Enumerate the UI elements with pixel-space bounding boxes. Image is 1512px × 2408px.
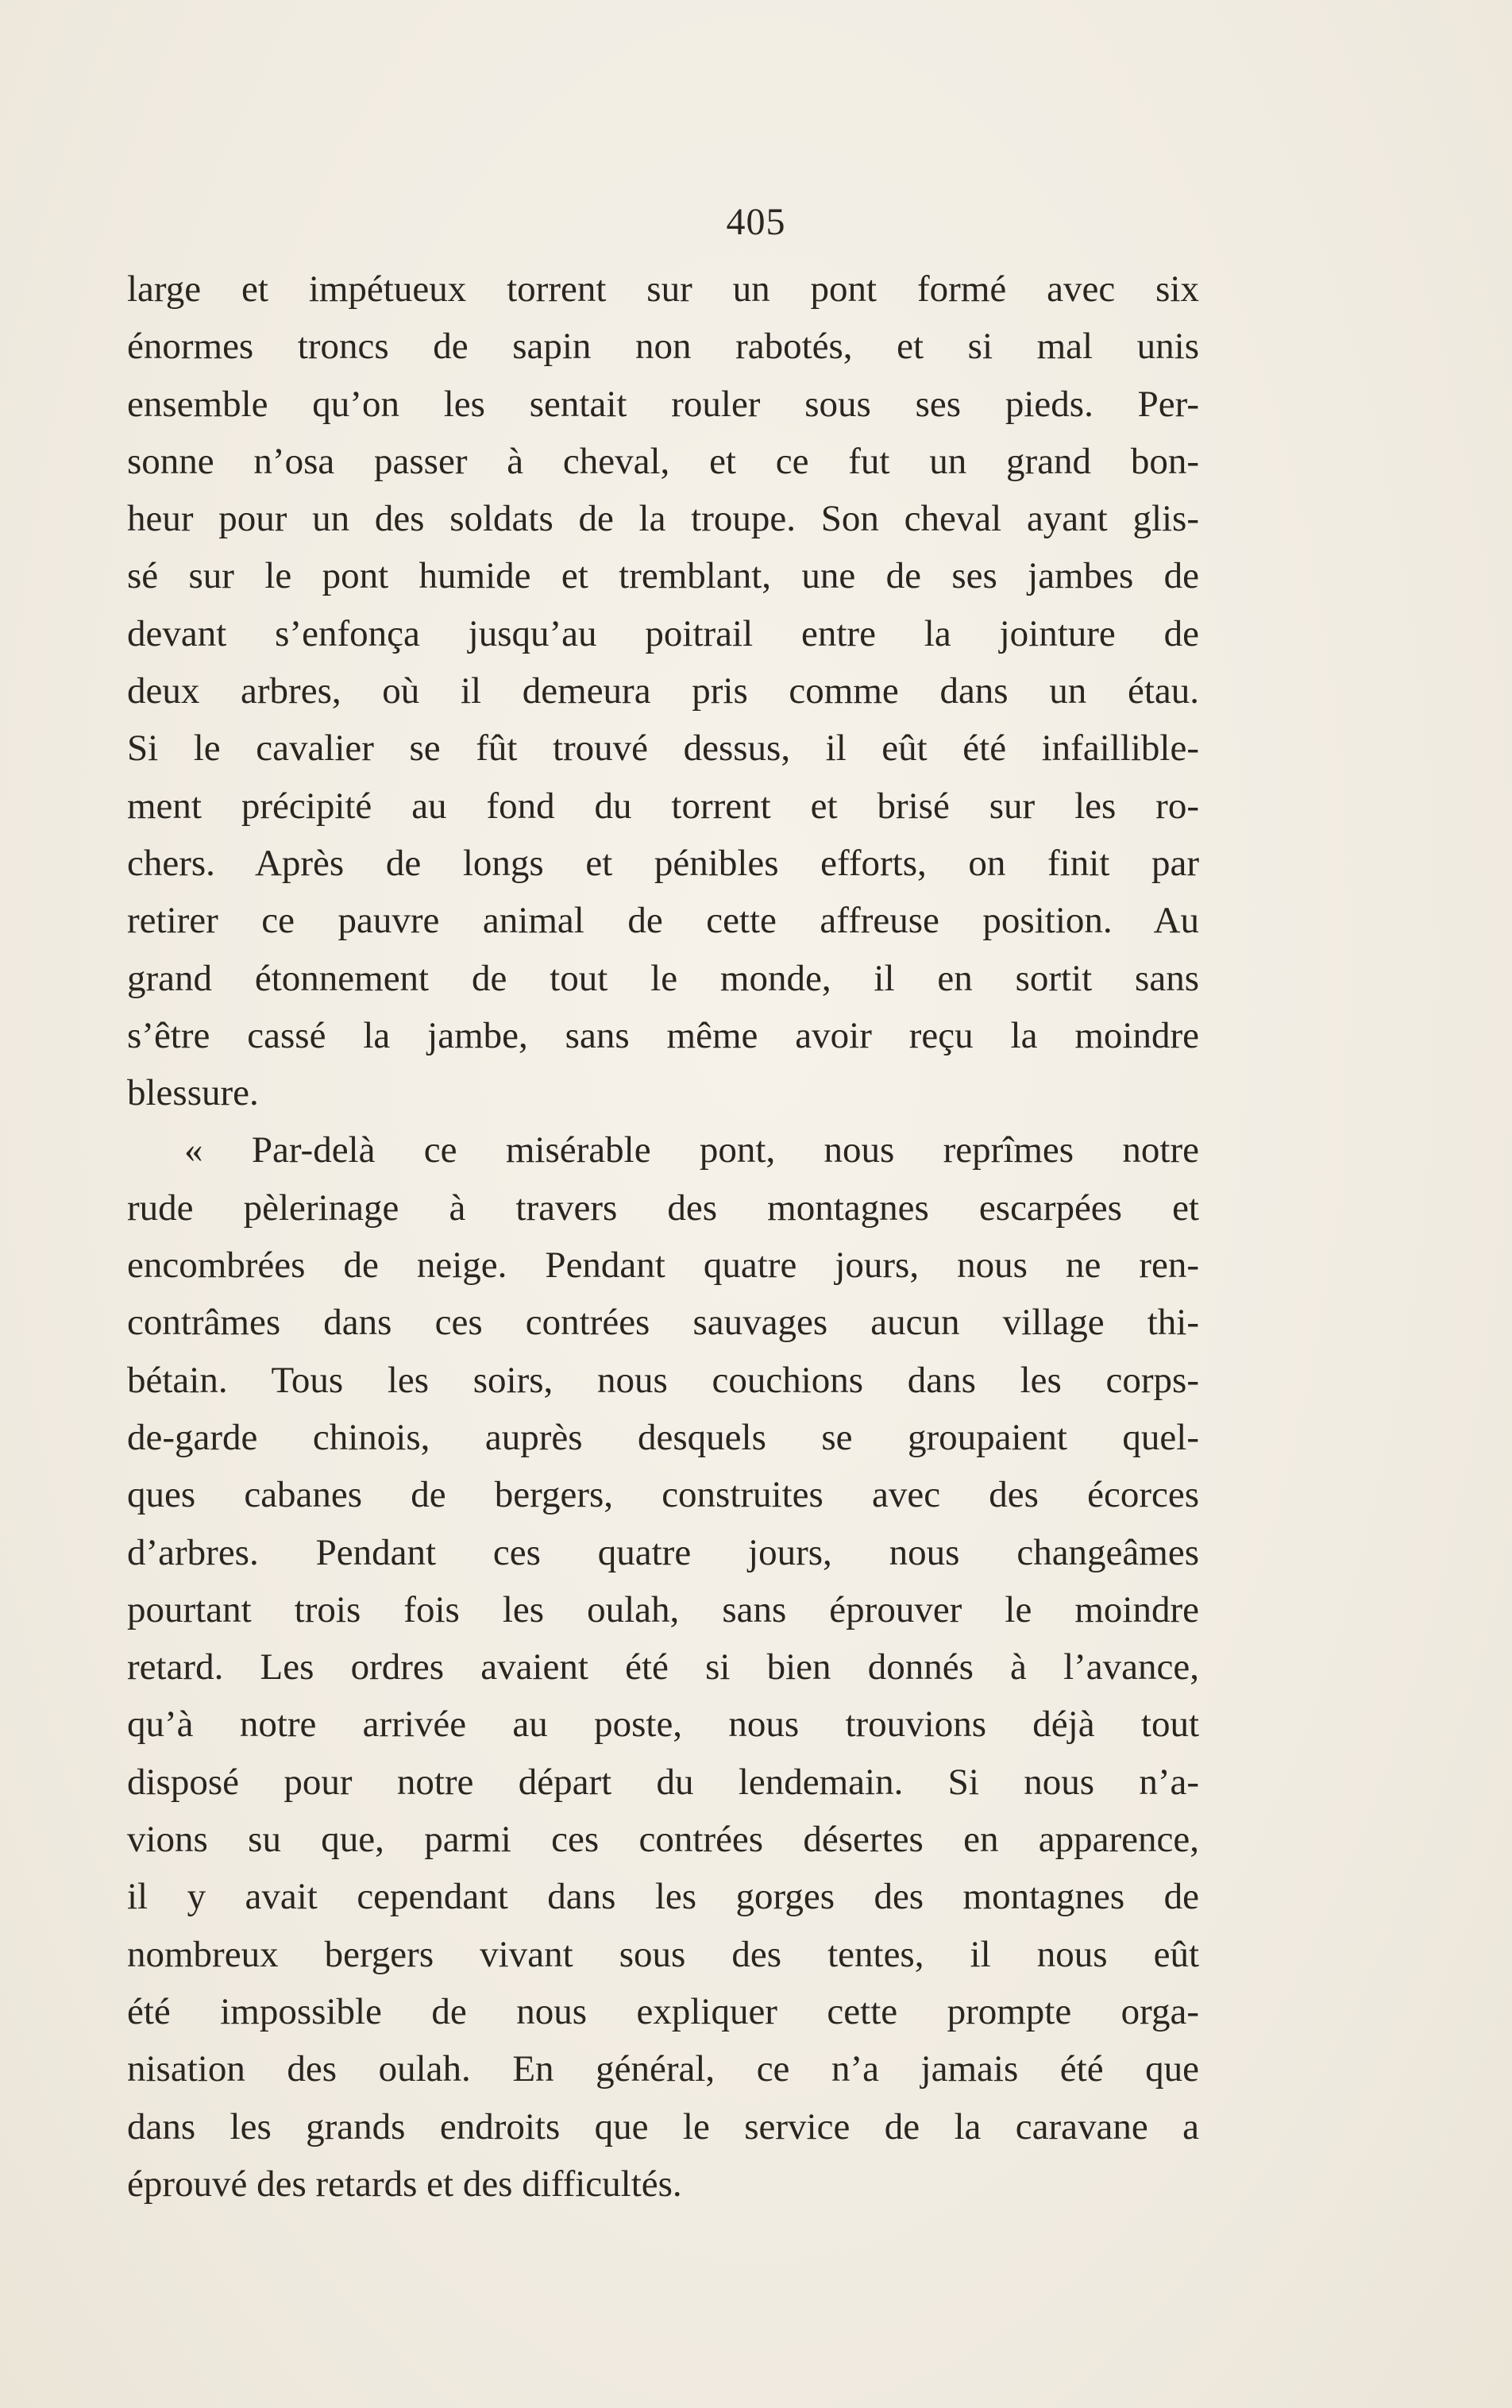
text-line: grand étonnement de tout le monde, il en sortit sans — [127, 957, 1199, 999]
paragraph-end-line: blessure. — [127, 1072, 259, 1114]
text-line: retard. Les ordres avaient été si bien donnés à l’avance, — [127, 1646, 1199, 1688]
text-line: rude pèlerinage à travers des montagnes escarpées et — [127, 1187, 1199, 1229]
text-line: encombrées de neige. Pendant quatre jours, nous ne ren- — [127, 1245, 1199, 1287]
text-line: disposé pour notre départ du lendemain. Si nous n’a- — [127, 1761, 1199, 1803]
text-line: ques cabanes de bergers, construites avec des écorces — [127, 1474, 1199, 1516]
paragraph-start-line: « Par-delà ce misérable pont, nous reprîmes notre — [184, 1129, 1199, 1171]
text-line: été impossible de nous expliquer cette prompte orga- — [127, 1990, 1199, 2032]
text-line: ensemble qu’on les sentait rouler sous ses pieds. Per- — [127, 383, 1199, 425]
text-line: chers. Après de longs et pénibles efforts, on finit par — [127, 842, 1199, 884]
text-line: bétain. Tous les soirs, nous couchions dans les corps- — [127, 1359, 1199, 1401]
text-line: s’être cassé la jambe, sans même avoir reçu la moindre — [127, 1014, 1199, 1056]
text-line: vions su que, parmi ces contrées désertes en apparence, — [127, 1819, 1199, 1861]
text-line: deux arbres, où il demeura pris comme dans un étau. — [127, 670, 1199, 712]
text-line: de-garde chinois, auprès desquels se groupaient quel- — [127, 1416, 1199, 1458]
text-line: pourtant trois fois les oulah, sans éprouver le moindre — [127, 1588, 1199, 1630]
text-line: contrâmes dans ces contrées sauvages aucun village thi- — [127, 1302, 1199, 1344]
text-line: nombreux bergers vivant sous des tentes, il nous eût — [127, 1933, 1199, 1975]
text-line: énormes troncs de sapin non rabotés, et si mal unis — [127, 326, 1199, 368]
text-line: d’arbres. Pendant ces quatre jours, nous changeâmes — [127, 1531, 1199, 1573]
page-number: 405 — [726, 201, 786, 243]
text-line: ment précipité au fond du torrent et brisé sur les ro- — [127, 785, 1199, 827]
text-line: sonne n’osa passer à cheval, et ce fut un grand bon- — [127, 440, 1199, 482]
text-line: sé sur le pont humide et tremblant, une de ses jambes de — [127, 555, 1199, 597]
paragraph-end-line: éprouvé des retards et des difficultés. — [127, 2163, 682, 2205]
body-text — [127, 260, 1199, 2213]
text-line: Si le cavalier se fût trouvé dessus, il eût été infaillible- — [127, 727, 1199, 770]
text-line: nisation des oulah. En général, ce n’a jamais été que — [127, 2048, 1199, 2090]
text-line: qu’à notre arrivée au poste, nous trouvions déjà tout — [127, 1704, 1199, 1746]
text-line: retirer ce pauvre animal de cette affreuse position. Au — [127, 900, 1199, 942]
text-line: large et impétueux torrent sur un pont formé avec six — [127, 268, 1199, 310]
text-line: devant s’enfonça jusqu’au poitrail entre la jointure de — [127, 612, 1199, 654]
text-line: heur pour un des soldats de la troupe. Son cheval ayant glis- — [127, 498, 1199, 540]
text-line: il y avait cependant dans les gorges des montagnes de — [127, 1876, 1199, 1918]
text-line: dans les grands endroits que le service de la caravane a — [127, 2105, 1199, 2148]
